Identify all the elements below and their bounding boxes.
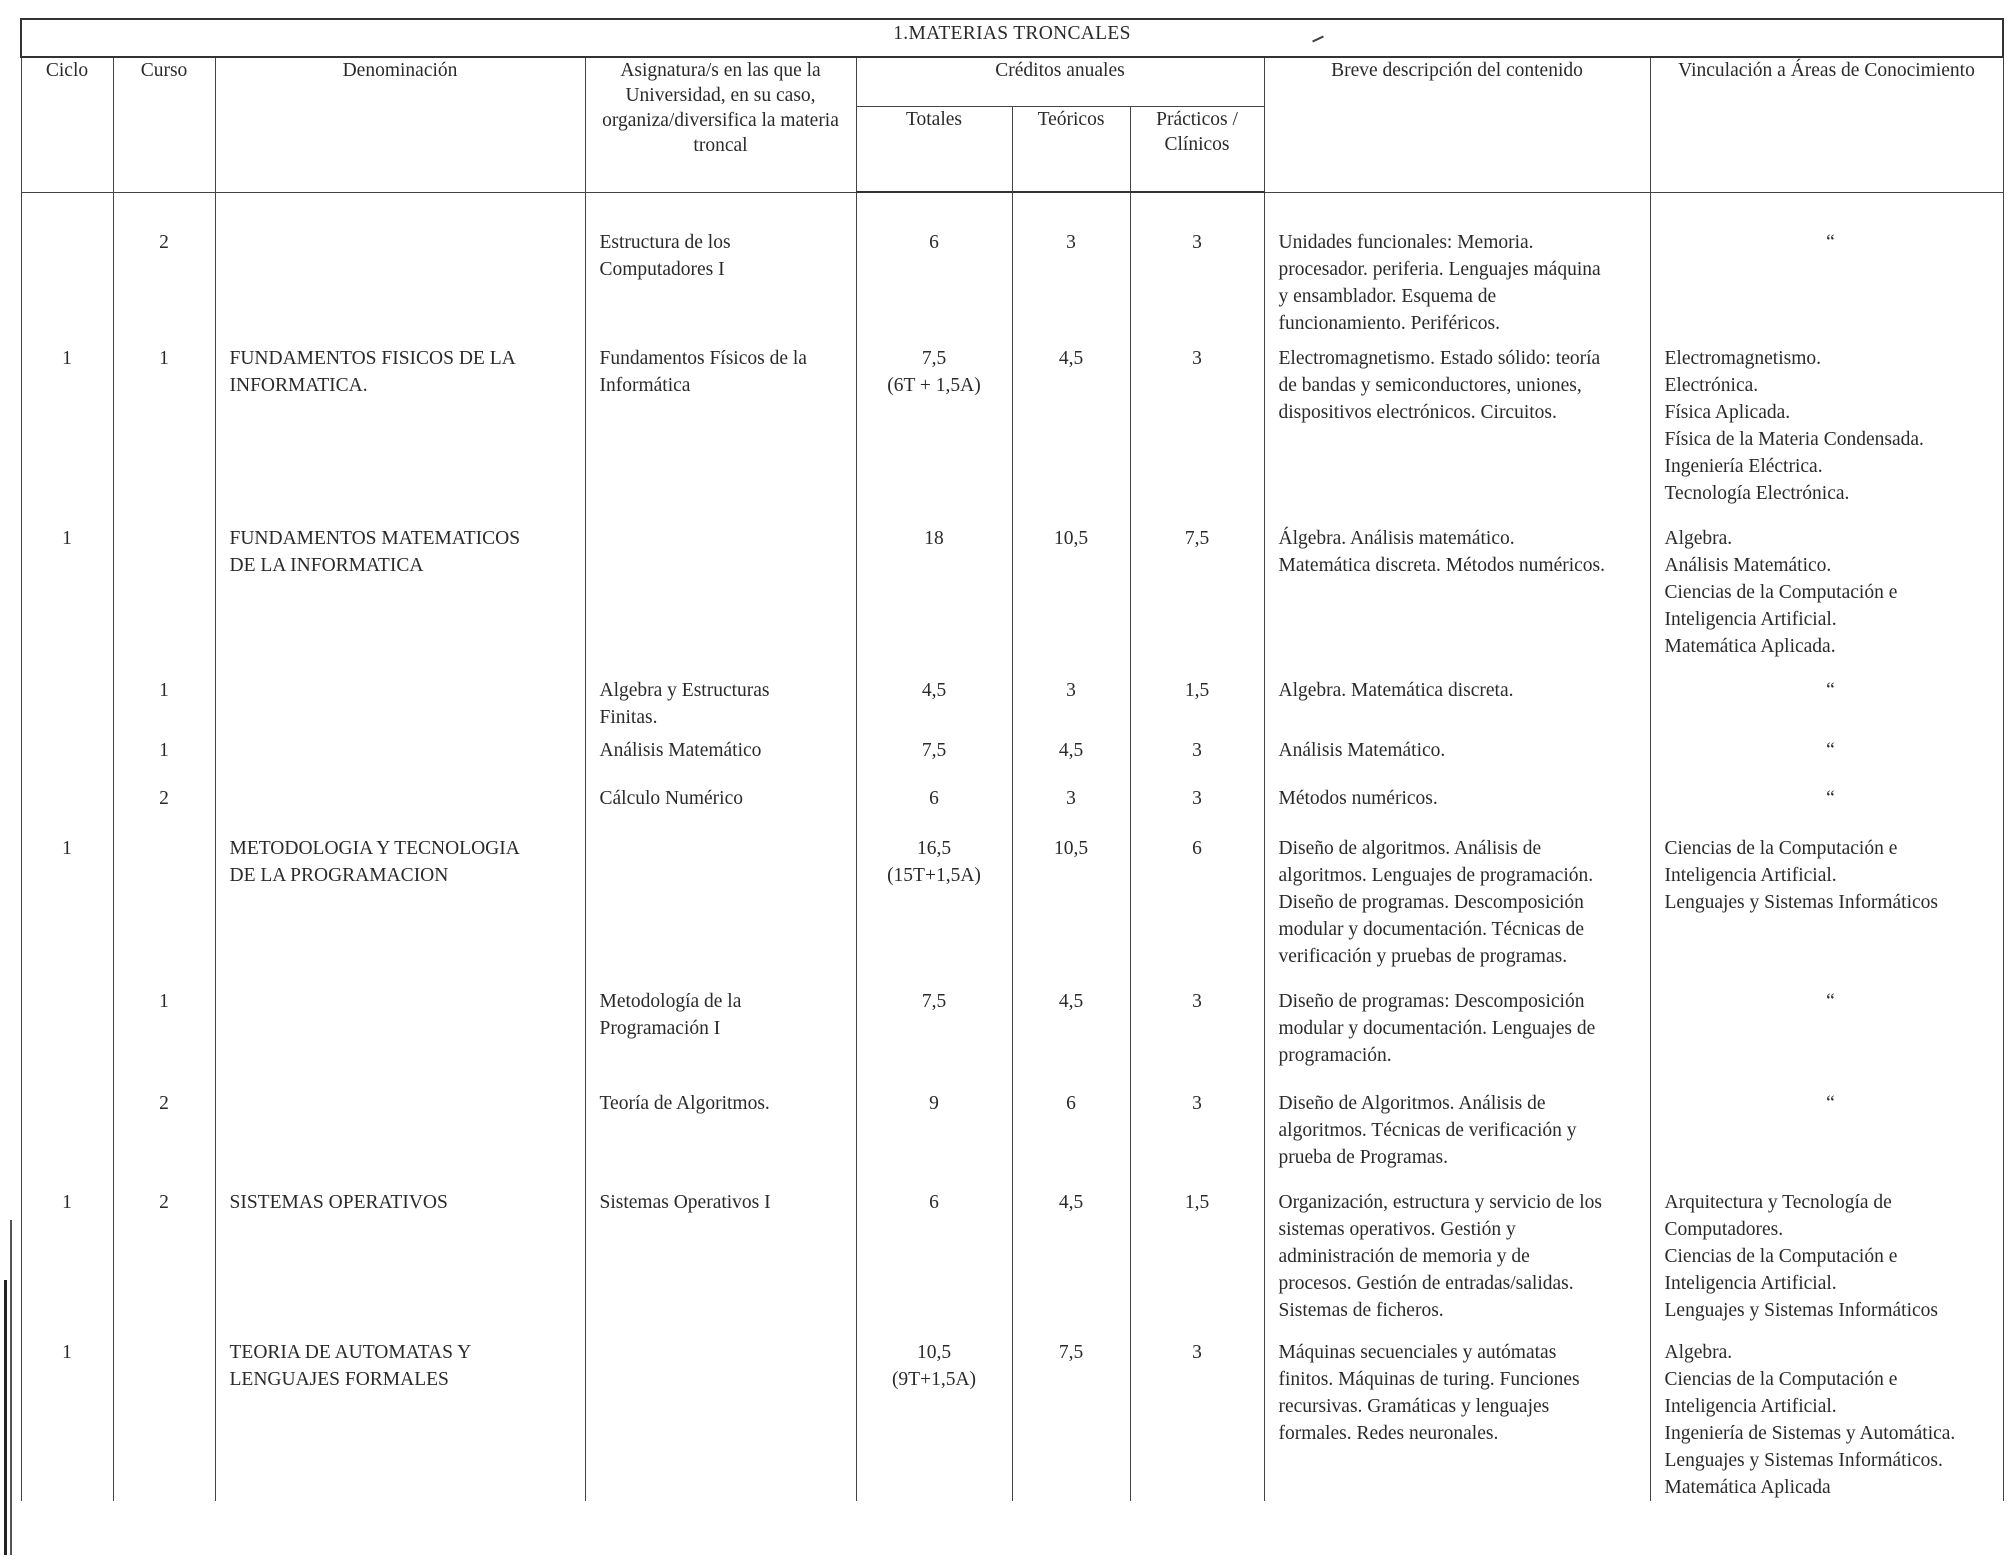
cell-asignatura-line: Finitas. bbox=[599, 706, 658, 728]
cell-denominacion-line: DE LA INFORMATICA bbox=[229, 554, 424, 576]
cell-descripcion bbox=[1264, 982, 1650, 1084]
cell-curso bbox=[113, 517, 215, 669]
cell-descripcion-line: modular y documentación. Lenguajes de bbox=[1278, 1017, 1596, 1039]
header-practicos: Prácticos / Clínicos bbox=[1130, 107, 1264, 193]
cell-descripcion-line: Diseño de Algoritmos. Análisis de bbox=[1278, 1092, 1546, 1114]
cell-vinculacion-line: “ bbox=[1826, 787, 1835, 809]
cell-descripcion-line: administración de memoria y de bbox=[1278, 1245, 1530, 1267]
cell-vinculacion-line: Algebra. bbox=[1664, 1341, 1733, 1363]
cell-teoricos: 6 bbox=[1012, 1084, 1130, 1179]
cell-asignatura bbox=[585, 192, 856, 337]
table-row bbox=[21, 192, 2003, 337]
cell-descripcion-line: algoritmos. Técnicas de verificación y bbox=[1278, 1119, 1577, 1141]
table-row bbox=[21, 1179, 2003, 1329]
cell-totales-line: 7,5 bbox=[921, 990, 947, 1012]
cell-descripcion-line: Sistemas de ficheros. bbox=[1278, 1299, 1444, 1321]
cell-denominacion bbox=[215, 731, 585, 779]
cell-vinculacion-line: Ciencias de la Computación e bbox=[1664, 1368, 1898, 1390]
cell-vinculacion-line: Análisis Matemático. bbox=[1664, 554, 1832, 576]
cell-descripcion-line: formales. Redes neuronales. bbox=[1278, 1422, 1499, 1444]
header-asignaturas: Asignatura/s en las que la Universidad, en su caso, organiza/diversifica la materia troncal bbox=[585, 57, 856, 192]
cell-ciclo bbox=[21, 192, 113, 337]
cell-denominacion-line: METODOLOGIA Y TECNOLOGIA bbox=[229, 837, 520, 859]
cell-vinculacion-line: “ bbox=[1826, 739, 1835, 761]
cell-descripcion-line: Álgebra. Análisis matemático. bbox=[1278, 527, 1515, 549]
cell-totales bbox=[856, 1329, 1012, 1501]
cell-practicos: 6 bbox=[1130, 827, 1264, 982]
cell-totales bbox=[856, 517, 1012, 669]
header-descripcion: Breve descripción del contenido bbox=[1264, 57, 1650, 192]
cell-denominacion-line: SISTEMAS OPERATIVOS bbox=[229, 1191, 448, 1213]
table-row bbox=[21, 982, 2003, 1084]
cell-descripcion bbox=[1264, 337, 1650, 517]
cell-descripcion-line: Unidades funcionales: Memoria. bbox=[1278, 231, 1534, 253]
cell-denominacion-line: LENGUAJES FORMALES bbox=[229, 1368, 449, 1390]
cell-curso bbox=[113, 1329, 215, 1501]
cell-practicos: 3 bbox=[1130, 1084, 1264, 1179]
cell-denominacion bbox=[215, 517, 585, 669]
cell-asignatura-line: Sistemas Operativos I bbox=[599, 1191, 771, 1213]
cell-curso: 2 bbox=[113, 1179, 215, 1329]
cell-curso: 1 bbox=[113, 337, 215, 517]
cell-ciclo: 1 bbox=[21, 337, 113, 517]
cell-asignatura bbox=[585, 982, 856, 1084]
cell-curso: 2 bbox=[113, 1084, 215, 1179]
cell-descripcion bbox=[1264, 779, 1650, 827]
cell-vinculacion-line: Lenguajes y Sistemas Informáticos bbox=[1664, 1299, 1938, 1321]
cell-vinculacion-line: “ bbox=[1826, 1092, 1835, 1114]
cell-descripcion-line: Métodos numéricos. bbox=[1278, 787, 1438, 809]
cell-descripcion-line: Máquinas secuenciales y autómatas bbox=[1278, 1341, 1557, 1363]
cell-denominacion-line: FUNDAMENTOS FISICOS DE LA bbox=[229, 347, 516, 369]
cell-descripcion-line: procesos. Gestión de entradas/salidas. bbox=[1278, 1272, 1574, 1294]
cell-totales bbox=[856, 1084, 1012, 1179]
cell-curso: 1 bbox=[113, 669, 215, 731]
margin-scan-line bbox=[4, 1280, 7, 1555]
cell-asignatura-line: Computadores I bbox=[599, 258, 725, 280]
materias-troncales-table bbox=[20, 18, 2004, 1501]
cell-denominacion-line: TEORIA DE AUTOMATAS Y bbox=[229, 1341, 472, 1363]
cell-descripcion-line: Electromagnetismo. Estado sólido: teoría bbox=[1278, 347, 1601, 369]
cell-asignatura bbox=[585, 827, 856, 982]
cell-asignatura-line: Fundamentos Físicos de la bbox=[599, 347, 807, 369]
cell-vinculacion bbox=[1650, 192, 2003, 337]
cell-totales-line: 7,5 bbox=[921, 347, 947, 369]
cell-totales-line: (6T + 1,5A) bbox=[887, 374, 981, 396]
cell-practicos: 3 bbox=[1130, 982, 1264, 1084]
cell-descripcion-line: Diseño de programas. Descomposición bbox=[1278, 891, 1584, 913]
cell-asignatura bbox=[585, 669, 856, 731]
cell-vinculacion-line: Tecnología Electrónica. bbox=[1664, 482, 1850, 504]
cell-asignatura bbox=[585, 1179, 856, 1329]
cell-practicos: 1,5 bbox=[1130, 669, 1264, 731]
cell-descripcion bbox=[1264, 731, 1650, 779]
cell-descripcion-line: funcionamiento. Periféricos. bbox=[1278, 312, 1500, 334]
header-creditos-anuales: Créditos anuales bbox=[856, 57, 1264, 107]
cell-asignatura bbox=[585, 1329, 856, 1501]
table-row bbox=[21, 517, 2003, 669]
cell-denominacion bbox=[215, 669, 585, 731]
cell-descripcion-line: algoritmos. Lenguajes de programación. bbox=[1278, 864, 1594, 886]
cell-vinculacion-line: Lenguajes y Sistemas Informáticos bbox=[1664, 891, 1938, 913]
cell-vinculacion bbox=[1650, 827, 2003, 982]
cell-asignatura-line: Programación I bbox=[599, 1017, 721, 1039]
cell-descripcion bbox=[1264, 192, 1650, 337]
cell-ciclo bbox=[21, 1084, 113, 1179]
cell-vinculacion bbox=[1650, 1179, 2003, 1329]
cell-vinculacion-line: Arquitectura y Tecnología de bbox=[1664, 1191, 1892, 1213]
cell-vinculacion-line: “ bbox=[1826, 679, 1835, 701]
cell-vinculacion-line: Algebra. bbox=[1664, 527, 1733, 549]
cell-descripcion-line: Organización, estructura y servicio de los bbox=[1278, 1191, 1602, 1213]
cell-vinculacion bbox=[1650, 982, 2003, 1084]
table-row bbox=[21, 1084, 2003, 1179]
cell-asignatura-line: Metodología de la bbox=[599, 990, 742, 1012]
cell-vinculacion bbox=[1650, 517, 2003, 669]
cell-teoricos: 3 bbox=[1012, 779, 1130, 827]
cell-denominacion bbox=[215, 982, 585, 1084]
cell-totales-line: 6 bbox=[929, 787, 939, 809]
cell-denominacion-line: INFORMATICA. bbox=[229, 374, 368, 396]
cell-curso: 2 bbox=[113, 779, 215, 827]
cell-ciclo: 1 bbox=[21, 1179, 113, 1329]
cell-denominacion-line: DE LA PROGRAMACION bbox=[229, 864, 449, 886]
cell-descripcion-line: sistemas operativos. Gestión y bbox=[1278, 1218, 1516, 1240]
cell-descripcion-line: verificación y pruebas de programas. bbox=[1278, 945, 1568, 967]
cell-vinculacion-line: Física Aplicada. bbox=[1664, 401, 1791, 423]
cell-practicos: 3 bbox=[1130, 192, 1264, 337]
cell-teoricos: 3 bbox=[1012, 669, 1130, 731]
cell-vinculacion-line: Inteligencia Artificial. bbox=[1664, 864, 1837, 886]
cell-ciclo: 1 bbox=[21, 1329, 113, 1501]
cell-vinculacion-line: Inteligencia Artificial. bbox=[1664, 1395, 1837, 1417]
cell-descripcion-line: recursivas. Gramáticas y lenguajes bbox=[1278, 1395, 1550, 1417]
cell-practicos: 3 bbox=[1130, 779, 1264, 827]
header-denominacion: Denominación bbox=[215, 57, 585, 192]
cell-ciclo bbox=[21, 731, 113, 779]
cell-totales-line: 10,5 bbox=[916, 1341, 952, 1363]
cell-practicos: 1,5 bbox=[1130, 1179, 1264, 1329]
cell-totales-line: 16,5 bbox=[916, 837, 952, 859]
cell-curso: 1 bbox=[113, 982, 215, 1084]
cell-descripcion-line: de bandas y semiconductores, uniones, bbox=[1278, 374, 1582, 396]
cell-vinculacion-line: Electrónica. bbox=[1664, 374, 1759, 396]
cell-practicos: 3 bbox=[1130, 731, 1264, 779]
cell-asignatura bbox=[585, 517, 856, 669]
cell-asignatura-line: Teoría de Algoritmos. bbox=[599, 1092, 770, 1114]
cell-vinculacion-line: “ bbox=[1826, 231, 1835, 253]
cell-denominacion bbox=[215, 337, 585, 517]
table-row bbox=[21, 731, 2003, 779]
cell-vinculacion bbox=[1650, 731, 2003, 779]
cell-teoricos: 7,5 bbox=[1012, 1329, 1130, 1501]
cell-vinculacion-line: Ingeniería Eléctrica. bbox=[1664, 455, 1823, 477]
margin-scan-line-secondary bbox=[10, 1220, 12, 1555]
cell-totales-line: 4,5 bbox=[921, 679, 947, 701]
header-totales: Totales bbox=[856, 107, 1012, 193]
cell-descripcion bbox=[1264, 1084, 1650, 1179]
cell-descripcion-line: Diseño de algoritmos. Análisis de bbox=[1278, 837, 1542, 859]
cell-vinculacion bbox=[1650, 1329, 2003, 1501]
header-ciclo: Ciclo bbox=[21, 57, 113, 192]
cell-asignatura-line: Estructura de los bbox=[599, 231, 731, 253]
table-row bbox=[21, 337, 2003, 517]
cell-totales-line: 6 bbox=[929, 1191, 939, 1213]
header-curso: Curso bbox=[113, 57, 215, 192]
cell-denominacion bbox=[215, 192, 585, 337]
cell-totales-line: 7,5 bbox=[921, 739, 947, 761]
cell-asignatura bbox=[585, 1084, 856, 1179]
cell-teoricos: 4,5 bbox=[1012, 1179, 1130, 1329]
cell-descripcion-line: finitos. Máquinas de turing. Funciones bbox=[1278, 1368, 1580, 1390]
cell-totales-line: (15T+1,5A) bbox=[887, 864, 981, 886]
cell-descripcion-line: modular y documentación. Técnicas de bbox=[1278, 918, 1585, 940]
table-row bbox=[21, 827, 2003, 982]
cell-vinculacion-line: Computadores. bbox=[1664, 1218, 1784, 1240]
cell-denominacion bbox=[215, 1084, 585, 1179]
cell-descripcion bbox=[1264, 669, 1650, 731]
cell-descripcion-line: programación. bbox=[1278, 1044, 1392, 1066]
cell-teoricos: 4,5 bbox=[1012, 982, 1130, 1084]
cell-totales-line: 9 bbox=[929, 1092, 939, 1114]
cell-descripcion bbox=[1264, 1329, 1650, 1501]
cell-vinculacion bbox=[1650, 1084, 2003, 1179]
table-title: 1.MATERIAS TRONCALES bbox=[21, 19, 2003, 57]
cell-descripcion-line: y ensamblador. Esquema de bbox=[1278, 285, 1497, 307]
cell-totales bbox=[856, 192, 1012, 337]
cell-totales bbox=[856, 337, 1012, 517]
header-vinculacion: Vinculación a Áreas de Conocimiento bbox=[1650, 57, 2003, 192]
cell-teoricos: 3 bbox=[1012, 192, 1130, 337]
cell-denominacion bbox=[215, 779, 585, 827]
cell-curso bbox=[113, 827, 215, 982]
cell-vinculacion-line: Física de la Materia Condensada. bbox=[1664, 428, 1924, 450]
cell-descripcion-line: procesador. periferia. Lenguajes máquina bbox=[1278, 258, 1601, 280]
table-body bbox=[21, 192, 2003, 1501]
cell-teoricos: 4,5 bbox=[1012, 731, 1130, 779]
cell-descripcion bbox=[1264, 1179, 1650, 1329]
cell-totales-line: (9T+1,5A) bbox=[891, 1368, 977, 1390]
cell-ciclo: 1 bbox=[21, 827, 113, 982]
cell-vinculacion bbox=[1650, 337, 2003, 517]
cell-denominacion bbox=[215, 1179, 585, 1329]
cell-descripcion bbox=[1264, 517, 1650, 669]
cell-denominacion-line: FUNDAMENTOS MATEMATICOS bbox=[229, 527, 521, 549]
cell-totales bbox=[856, 669, 1012, 731]
cell-totales-line: 18 bbox=[924, 527, 944, 549]
cell-totales-line: 6 bbox=[929, 232, 939, 253]
cell-practicos: 3 bbox=[1130, 1329, 1264, 1501]
cell-vinculacion-line: Matemática Aplicada. bbox=[1664, 635, 1836, 657]
cell-ciclo bbox=[21, 779, 113, 827]
cell-teoricos: 10,5 bbox=[1012, 827, 1130, 982]
cell-vinculacion-line: “ bbox=[1826, 990, 1835, 1012]
cell-vinculacion-line: Ciencias de la Computación e bbox=[1664, 581, 1898, 603]
cell-vinculacion-line: Inteligencia Artificial. bbox=[1664, 608, 1837, 630]
cell-totales bbox=[856, 779, 1012, 827]
cell-ciclo bbox=[21, 982, 113, 1084]
cell-asignatura bbox=[585, 779, 856, 827]
cell-vinculacion-line: Ciencias de la Computación e bbox=[1664, 1245, 1898, 1267]
table-row bbox=[21, 779, 2003, 827]
cell-vinculacion bbox=[1650, 669, 2003, 731]
cell-totales bbox=[856, 1179, 1012, 1329]
cell-curso: 1 bbox=[113, 731, 215, 779]
header-teoricos: Teóricos bbox=[1012, 107, 1130, 193]
cell-vinculacion-line: Ingeniería de Sistemas y Automática. bbox=[1664, 1422, 1956, 1444]
cell-asignatura-line: Algebra y Estructuras bbox=[599, 679, 770, 701]
cell-vinculacion-line: Ciencias de la Computación e bbox=[1664, 837, 1898, 859]
cell-curso: 2 bbox=[113, 192, 215, 337]
cell-asignatura bbox=[585, 337, 856, 517]
cell-asignatura-line: Análisis Matemático bbox=[599, 739, 762, 761]
cell-descripcion-line: Diseño de programas: Descomposición bbox=[1278, 990, 1585, 1012]
cell-totales bbox=[856, 731, 1012, 779]
cell-teoricos: 10,5 bbox=[1012, 517, 1130, 669]
cell-asignatura-line: Informática bbox=[599, 374, 691, 396]
cell-descripcion-line: Matemática discreta. Métodos numéricos. bbox=[1278, 554, 1606, 576]
table-row bbox=[21, 669, 2003, 731]
table-row bbox=[21, 1329, 2003, 1501]
cell-asignatura bbox=[585, 731, 856, 779]
cell-vinculacion-line: Matemática Aplicada bbox=[1664, 1476, 1831, 1498]
cell-denominacion bbox=[215, 827, 585, 982]
cell-ciclo: 1 bbox=[21, 517, 113, 669]
cell-asignatura-line: Cálculo Numérico bbox=[599, 787, 743, 809]
cell-descripcion-line: dispositivos electrónicos. Circuitos. bbox=[1278, 401, 1557, 423]
cell-vinculacion-line: Electromagnetismo. bbox=[1664, 347, 1821, 369]
cell-vinculacion bbox=[1650, 779, 2003, 827]
cell-totales bbox=[856, 982, 1012, 1084]
cell-descripcion-line: prueba de Programas. bbox=[1278, 1146, 1448, 1168]
cell-totales bbox=[856, 827, 1012, 982]
cell-teoricos: 4,5 bbox=[1012, 337, 1130, 517]
cell-vinculacion-line: Inteligencia Artificial. bbox=[1664, 1272, 1837, 1294]
cell-descripcion-line: Análisis Matemático. bbox=[1278, 739, 1446, 761]
cell-ciclo bbox=[21, 669, 113, 731]
cell-denominacion bbox=[215, 1329, 585, 1501]
cell-practicos: 3 bbox=[1130, 337, 1264, 517]
cell-practicos: 7,5 bbox=[1130, 517, 1264, 669]
cell-descripcion bbox=[1264, 827, 1650, 982]
cell-vinculacion-line: Lenguajes y Sistemas Informáticos. bbox=[1664, 1449, 1943, 1471]
cell-descripcion-line: Algebra. Matemática discreta. bbox=[1278, 679, 1514, 701]
